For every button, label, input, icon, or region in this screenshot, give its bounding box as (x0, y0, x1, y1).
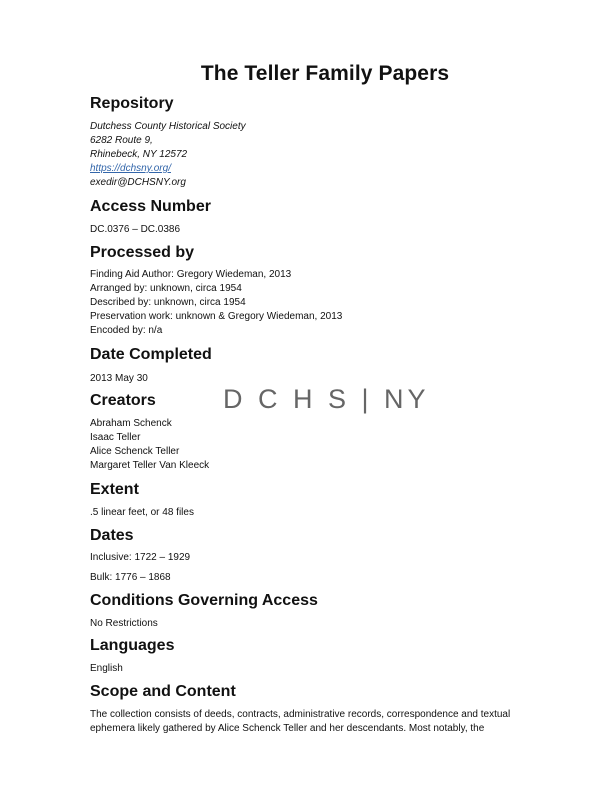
page-title: The Teller Family Papers (200, 62, 450, 85)
processed-by-list (90, 268, 342, 338)
dates-bulk: Bulk: 1776 – 1868 (90, 572, 171, 583)
scope-heading: Scope and Content (90, 683, 236, 700)
conditions-value: No Restrictions (90, 618, 158, 629)
languages-value: English (90, 663, 123, 674)
creator-name: Margaret Teller Van Kleeck (90, 460, 210, 471)
repository-name: Dutchess County Historical Society (90, 121, 246, 132)
processed-line: Described by: unknown, circa 1954 (90, 297, 246, 308)
creator-name: Alice Schenck Teller (90, 446, 180, 457)
scope-line: The collection consists of deeds, contracts, administrative records, correspondence and textual (90, 709, 511, 720)
creators-list (90, 417, 209, 473)
processed-line: Encoded by: n/a (90, 325, 163, 336)
creators-heading: Creators (90, 392, 156, 409)
date-completed-heading: Date Completed (90, 346, 212, 363)
dchs-watermark: D C H S | NY (223, 384, 430, 414)
languages-heading: Languages (90, 637, 175, 654)
date-completed-value: 2013 May 30 (90, 373, 148, 384)
extent-heading: Extent (90, 481, 139, 498)
dates-heading: Dates (90, 527, 134, 544)
access-number-heading: Access Number (90, 198, 211, 215)
processed-line: Finding Aid Author: Gregory Wiedeman, 2013 (90, 269, 292, 280)
repository-email: exedir@DCHSNY.org (90, 177, 186, 188)
repository-url-link[interactable]: https://dchsny.org/ (90, 163, 171, 174)
dates-inclusive: Inclusive: 1722 – 1929 (90, 552, 191, 563)
processed-line: Arranged by: unknown, circa 1954 (90, 283, 242, 294)
scope-line: ephemera likely gathered by Alice Schenck Teller and her descendants. Most notably, the (90, 723, 485, 734)
extent-value: .5 linear feet, or 48 files (90, 507, 194, 518)
scope-body (90, 708, 570, 736)
repository-city: Rhinebeck, NY 12572 (90, 149, 188, 160)
creator-name: Abraham Schenck (90, 418, 172, 429)
access-number-value: DC.0376 – DC.0386 (90, 224, 181, 235)
processed-by-heading: Processed by (90, 244, 195, 261)
repository-block (90, 120, 246, 190)
conditions-heading: Conditions Governing Access (90, 592, 318, 609)
repository-street: 6282 Route 9, (90, 135, 153, 146)
creator-name: Isaac Teller (90, 432, 141, 443)
processed-line: Preservation work: unknown & Gregory Wiedeman, 2013 (90, 311, 343, 322)
repository-heading: Repository (90, 95, 174, 112)
